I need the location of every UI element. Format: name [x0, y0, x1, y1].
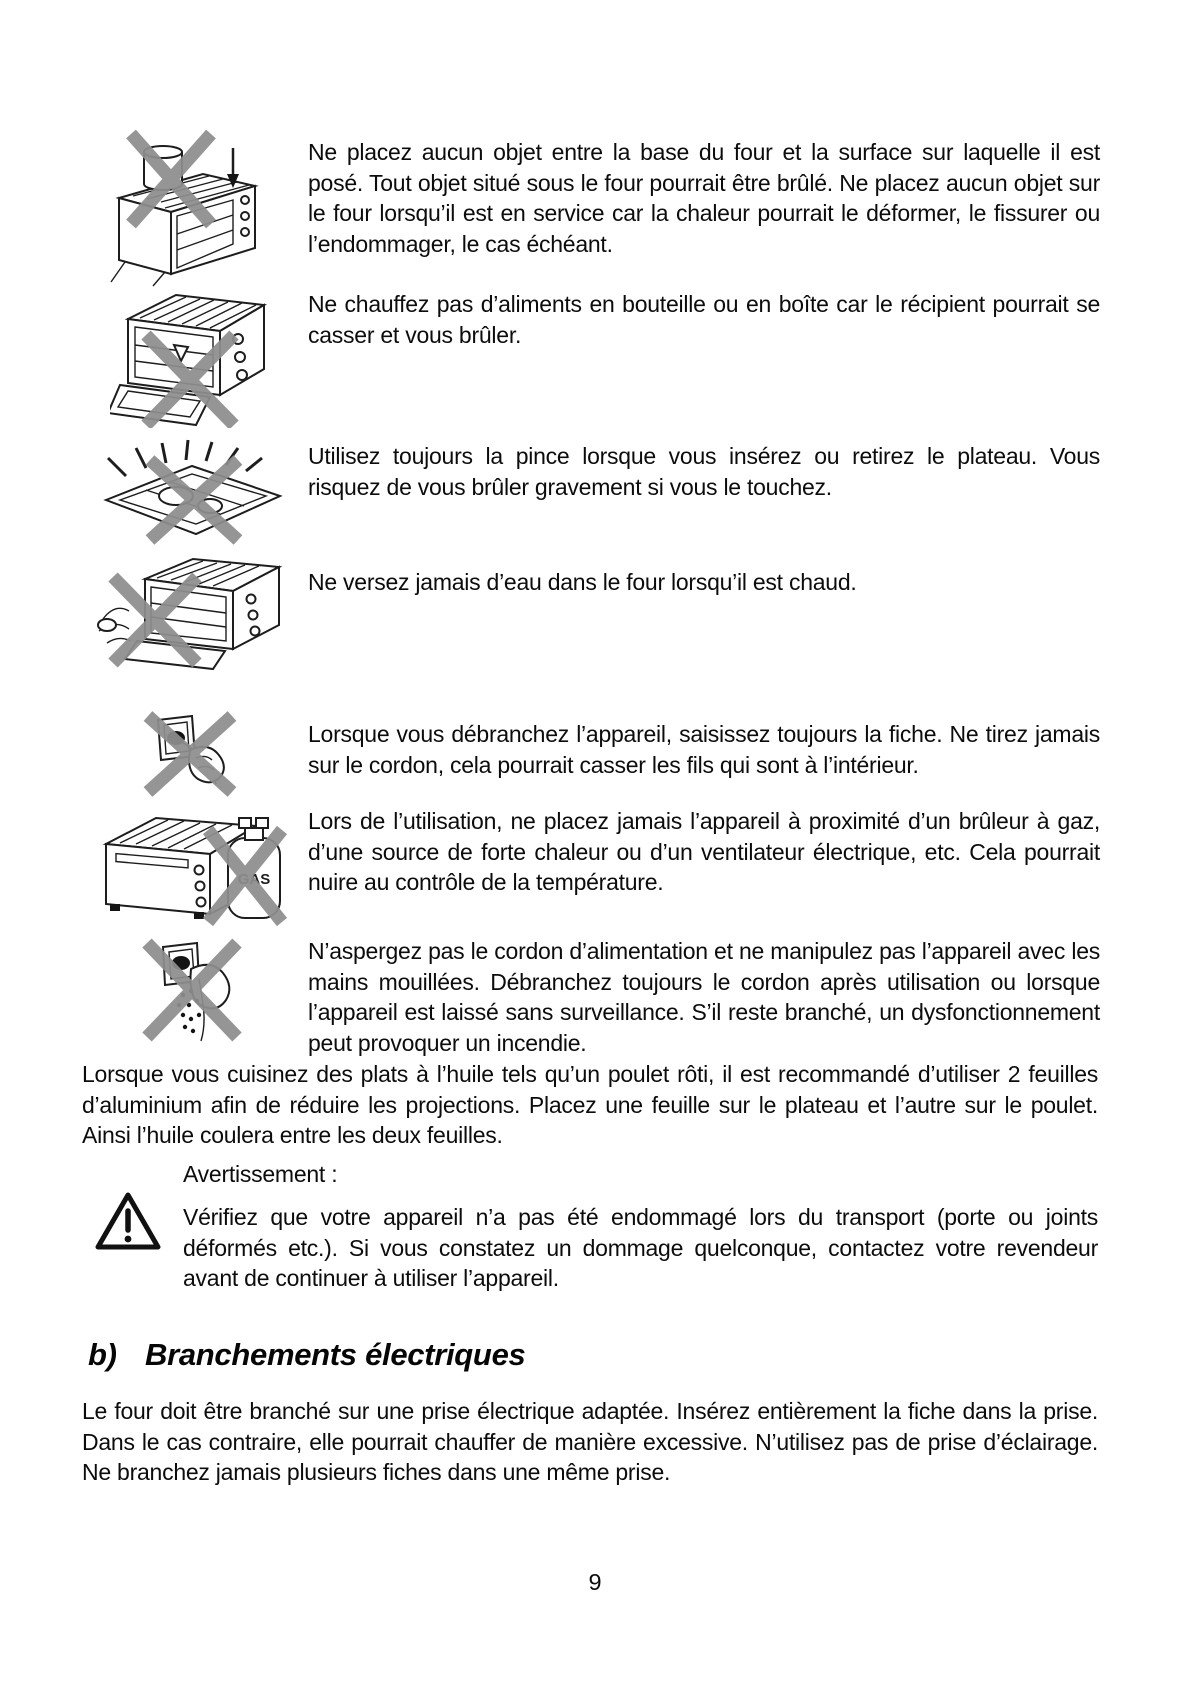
oven-object-on-top-icon [103, 122, 265, 287]
transport-damage-warning-text: Vérifiez que votre appareil n’a pas été endommagé lors du transport (porte ou joints déformés etc.). Si vous constatez un dommage quelconque, contactez votre revendeur avant de continuer à utiliser l’appareil. [183, 1204, 1098, 1291]
gas-label: GAS [237, 871, 271, 888]
section-heading-marker: b) [88, 1337, 117, 1372]
oven-heating-container-icon [110, 283, 272, 428]
warning-text-2: Ne chauffez pas d’aliments en bouteille ou en boîte car le récipient pourrait se casser et vous brûler. [308, 291, 1100, 348]
warning-text-1: Ne placez aucun objet entre la base du four et la surface sur laquelle il est posé. Tout objet situé sous le four pourrait être brûlé. Ne placez aucun objet sur le four lorsqu’il est en service car la chaleur pourrait le déformer, le fissurer ou l’endommager, le cas échéant. [308, 139, 1100, 257]
warning-text-5: Lorsque vous débranchez l’appareil, saisissez toujours la fiche. Ne tirez jamais sur le cordon, cela pourrait casser les fils qui sont à l’intérieur. [308, 721, 1100, 778]
oven-near-gas-bottle-icon [98, 802, 290, 928]
warning-heading: Avertissement : [183, 1161, 338, 1187]
section-heading-title: Branchements électriques [145, 1337, 526, 1372]
section-heading [88, 1337, 525, 1373]
warning-text-3: Utilisez toujours la pince lorsque vous insérez ou retirez le plateau. Vous risquez de vous brûler gravement si vous le touchez. [308, 443, 1100, 500]
pulling-cord-from-socket-icon [138, 710, 246, 798]
warning-triangle-icon [95, 1190, 161, 1253]
water-splash [98, 608, 131, 643]
warning-text-6: Lors de l’utilisation, ne placez jamais l’appareil à proximité d’un brûleur à gaz, d’une source de forte chaleur ou d’un ventilateur électrique, etc. Cela pourrait nuire au contrôle de la température. [308, 808, 1100, 895]
warning-text-4: Ne versez jamais d’eau dans le four lorsqu’il est chaud. [308, 569, 857, 595]
warning-text-7: N’aspergez pas le cordon d’alimentation et ne manipulez pas l’appareil avec les mains mouillées. Débranchez toujours le cordon après utilisation ou lorsque l’appareil est laissé sans surveillance. S’il reste branché, un dysfonctionnement peut provoquer un incendie. [308, 938, 1100, 1056]
hot-tray-icon [98, 438, 288, 550]
wet-hands-on-plug-icon [133, 933, 253, 1047]
electrical-connections-paragraph: Le four doit être branché sur une prise électrique adaptée. Insérez entièrement la fiche dans la prise. Dans le cas contraire, elle pourrait chauffer de manière excessive. N’utilisez pas de prise d’éclairage. Ne branchez jamais plusieurs fiches dans une même prise. [82, 1398, 1098, 1485]
page-number: 9 [588, 1569, 602, 1595]
pouring-water-in-oven-icon [93, 553, 298, 671]
oil-cooking-tip-paragraph: Lorsque vous cuisinez des plats à l’huile tels qu’un poulet rôti, il est recommandé d’utiliser 2 feuilles d’aluminium afin de réduire les projections. Placez une feuille sur le plateau et l’autre sur le poulet. Ainsi l’huile coulera entre les deux feuilles. [82, 1061, 1098, 1148]
